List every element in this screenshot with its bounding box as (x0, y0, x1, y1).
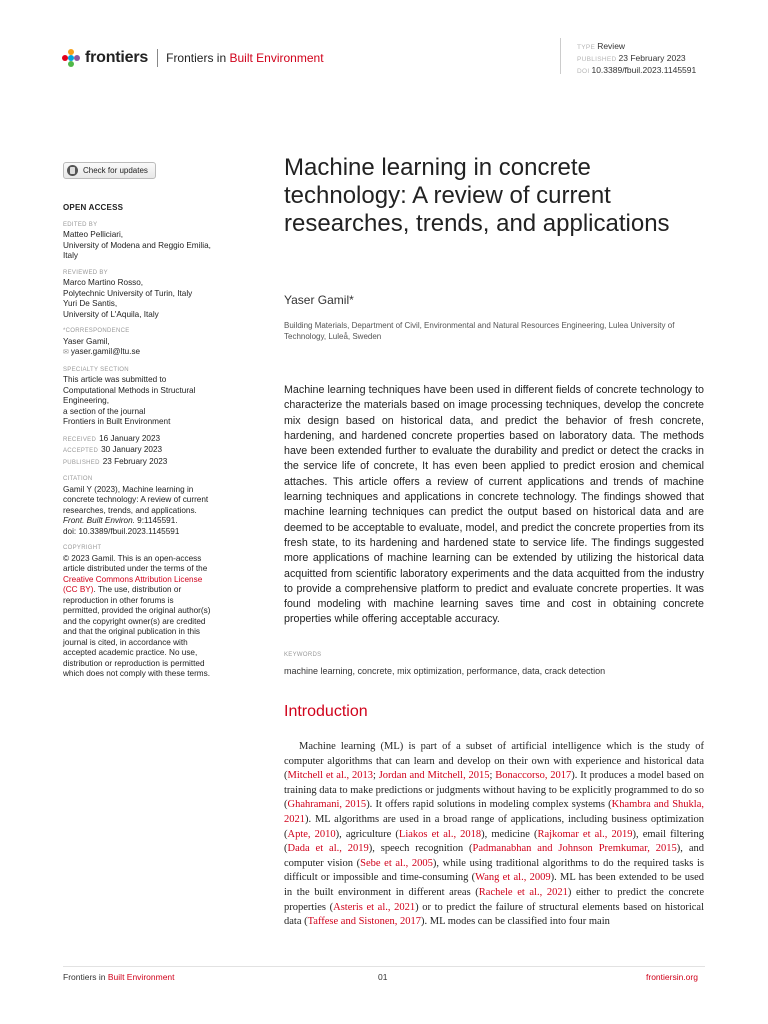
frontiers-mark-icon (62, 49, 80, 67)
reviewer-info: Marco Martino Rosso, Polytechnic University of Turin, Italy Yuri De Santis, University of L'Aquila, Italy (63, 278, 193, 319)
keywords: machine learning, concrete, mix optimization, performance, data, crack detection (284, 666, 606, 676)
intro-text: ) either to predict the concrete properties ( (284, 886, 705, 913)
intro-text: ). ML modes can be classified into four main (421, 916, 610, 928)
citation-link[interactable]: Khambra and Shukla, 2021 (284, 799, 704, 825)
check-for-updates-button[interactable] (63, 162, 156, 179)
intro-text: ), agriculture ( (335, 828, 399, 840)
intro-text: Machine learning (ML) is part of a subset of artificial intelligence which is the study of computer algorithms that can learn and develop on their own with experience and historical data ( (284, 741, 704, 782)
site-link[interactable]: frontiersin.org (646, 972, 698, 982)
intro-text: ), speech recognition ( (368, 843, 473, 855)
intro-text: ) or to predict the failure of structural elements based on historical data ( (284, 901, 704, 928)
meta-type: TYPE Review (577, 41, 626, 51)
reviewed-by-heading: REVIEWED BY (63, 269, 108, 276)
edited-by-heading: EDITED BY (63, 221, 98, 228)
intro-text: ). It produces a model based on training data to make predictions or judgments without having to be explicitly programmed to do so ( (284, 770, 704, 811)
update-icon (67, 165, 78, 176)
citation-heading: CITATION (63, 476, 93, 482)
citation-text: Gamil Y (2023), Machine learning in concrete technology: A review of current researches, trends, and applications. Front. Built Environ. 9:1145591. doi: 10.3389/fbuil.2023.1145591 (63, 484, 209, 536)
footer-divider (63, 966, 705, 967)
citation-link[interactable]: Apte, 2010 (287, 828, 336, 840)
meta-published: PUBLISHED 23 February 2023 (577, 53, 686, 63)
journal-name: Frontiers in Built Environment (166, 51, 324, 65)
logo-wordmark: frontiers (85, 49, 149, 66)
meta-doi: DOI 10.3389/fbuil.2023.1145591 (577, 65, 697, 75)
specialty-info: This article was submitted to Computational Methods in Structural Engineering, a section of the journal Frontiers in Built Environment (63, 375, 196, 426)
author-affiliation: Building Materials, Department of Civil, Environmental and Natural Resources Engineering, Lulea University of Technology, Luleå, Sweden (284, 321, 675, 341)
intro-text: ), medicine ( (481, 828, 538, 840)
editor-info: Matteo Pelliciari, University of Modena and Reggio Emilia, Italy (63, 230, 211, 260)
citation-link[interactable]: Asteris et al., 2021 (333, 901, 416, 913)
open-access-label: OPEN ACCESS (63, 203, 124, 212)
intro-text: ). ML has been extended to be used in the built environment in different areas ( (284, 872, 705, 898)
meta-divider (560, 38, 561, 74)
intro-text: ; (489, 770, 496, 782)
mail-icon: ✉ (63, 349, 71, 356)
check-label: Check for updates (83, 166, 148, 175)
article-title: Machine learning in concrete technology: A review of current researches, trends, and applications (284, 154, 670, 237)
keywords-heading: KEYWORDS (284, 652, 322, 658)
article-meta (577, 41, 696, 77)
intro-text: ), while using traditional algorithms to do the required tasks is difficult or impossible and time-consuming ( (284, 857, 705, 884)
author-name[interactable]: Yaser Gamil* (284, 293, 354, 307)
citation-link[interactable]: Rajkomar et al., 2019 (537, 828, 633, 840)
section-heading-introduction: Introduction (284, 703, 368, 720)
logo-divider (157, 49, 158, 67)
correspondence-name: Yaser Gamil, (63, 336, 110, 346)
citation-link[interactable]: Padmanabhan and Johnson Premkumar, 2015 (472, 843, 677, 855)
citation-link[interactable]: Ghahramani, 2015 (287, 799, 367, 811)
frontiers-logo[interactable] (62, 46, 324, 70)
specialty-heading: SPECIALTY SECTION (63, 366, 129, 373)
correspondence-email[interactable]: ✉ yaser.gamil@ltu.se (63, 347, 141, 356)
copyright-heading: COPYRIGHT (63, 545, 102, 551)
citation-link[interactable]: Rachele et al., 2021 (478, 886, 568, 898)
citation-link[interactable]: Liakos et al., 2018 (398, 828, 482, 840)
citation-link[interactable]: Jordan and Mitchell, 2015 (378, 770, 490, 782)
article-sidebar (63, 203, 243, 680)
correspondence-heading: *CORRESPONDENCE (63, 328, 130, 334)
intro-text: ), email filtering ( (284, 828, 704, 855)
citation-link[interactable]: Mitchell et al., 2013 (287, 770, 373, 782)
abstract: Machine learning techniques have been used in different fields of concrete technology to characterize the materials based on image processing techniques, develop the concrete mix design based on historical data, and predict the behavior of fresh concrete, hardening, and hardened concrete properties based on laboratory data. The methods have been extended further to evaluate the durability and predict or detect the cracks in the service life of concrete, It has even been applied to predict erosion and chemical attaches. This article offers a review of current applications and trends of machine learning techniques and applications in concrete technology. The findings showed that machine learning techniques can predict the output based on historical data and are deemed to be acceptable to evaluate, model, and predict the concrete properties from its fresh state, to its hardening and hardened state to service life. The findings suggested more applications of machine learning can be extended by utilizing the historical data acquitted from scientific laboratory experiments and the data acquitted from the industry to provide a comprehensive platform to predict and evaluate concrete properties. It was found modeling with machine learning saves time and cost in obtaining concrete properties while offering acceptable accuracy. (284, 384, 704, 626)
intro-text: ). ML algorithms are used in a broad range of applications, including business optimization ( (284, 813, 704, 840)
footer-journal: Frontiers in Built Environment (63, 972, 175, 982)
introduction-paragraph (284, 740, 704, 930)
intro-text: ). It offers rapid solutions in modeling complex systems ( (366, 799, 612, 811)
copyright-text: © 2023 Gamil. This is an open-access article distributed under the terms of the Creative Commons Attribution License (CC BY). The use, distribution or reproduction in other forums is permitted, provided the original author(s) and the copyright owner(s) are credited and that the original publication in this journal is cited, in accordance with accepted academic practice. No use, distribution or reproduction is permitted which does not comply with these terms. (63, 553, 211, 678)
page-number: 01 (378, 972, 388, 982)
citation-link[interactable]: Sebe et al., 2005 (360, 857, 433, 869)
citation-link[interactable]: Taffese and Sistonen, 2017 (307, 916, 422, 928)
intro-text: ), and computer vision ( (284, 843, 704, 869)
cc-by-link[interactable]: Creative Commons Attribution License (CC BY) (63, 574, 203, 594)
citation-link[interactable]: Wang et al., 2009 (475, 872, 551, 884)
citation-link[interactable]: Dada et al., 2019 (287, 843, 369, 855)
citation-link[interactable]: Bonaccorso, 2017 (495, 770, 572, 782)
intro-text: ; (372, 770, 379, 782)
article-dates: RECEIVED 16 January 2023 ACCEPTED 30 January 2023 PUBLISHED 23 February 2023 (63, 433, 168, 466)
